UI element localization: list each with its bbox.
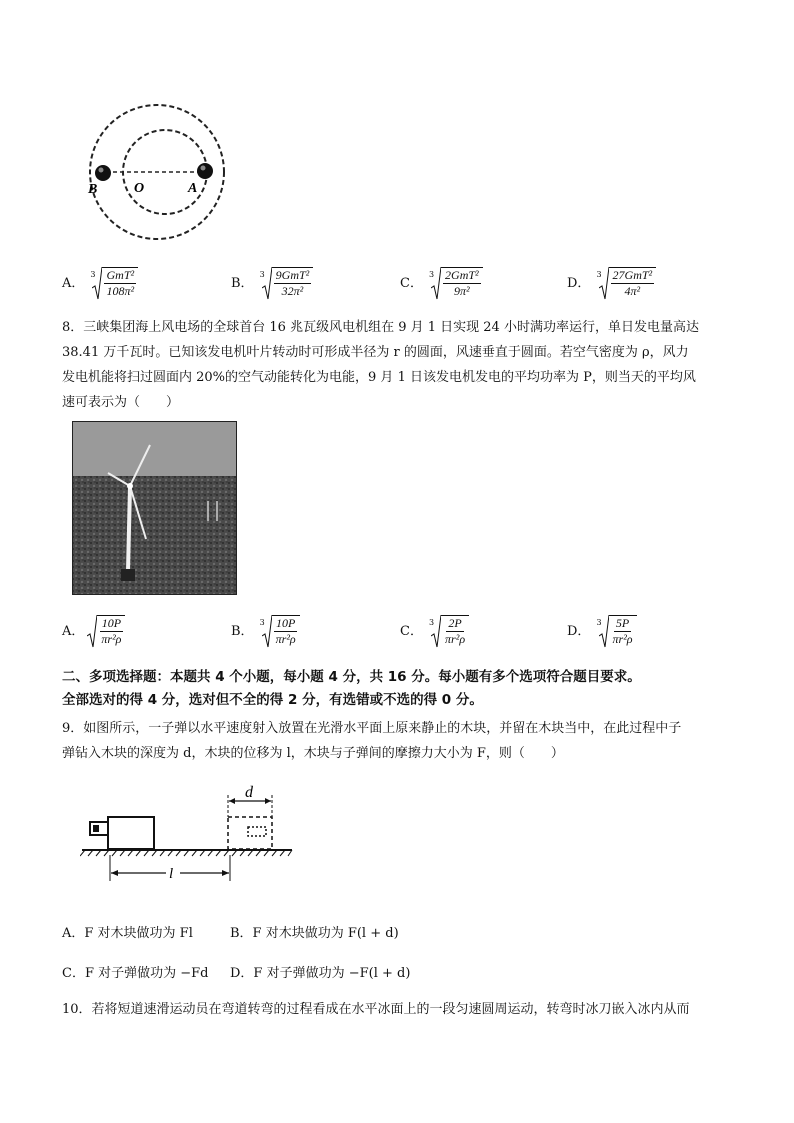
radical-index: 3 — [259, 618, 265, 627]
numerator: 27GmT² — [612, 267, 653, 282]
section-2-header: 二、多项选择题：本题共 4 个小题，每小题 4 分，共 16 分。每小题有多个选项符合题目要求。 全部选对的得 4 分，选对但不全的得 2 分，有选错或不选的得 0 分。 — [62, 669, 641, 708]
q7-option-d — [567, 266, 656, 300]
label-o: O — [134, 181, 145, 196]
radical-expression — [596, 266, 656, 300]
fraction — [609, 615, 637, 647]
option-letter: B． — [231, 275, 254, 291]
numerator: 10P — [101, 615, 122, 630]
radical-sign-icon — [428, 614, 441, 648]
q7-option-c — [400, 266, 483, 300]
fraction — [441, 267, 483, 299]
radical-expression — [90, 614, 125, 648]
q8-option-c — [400, 614, 469, 648]
denominator: 4π² — [624, 283, 641, 298]
option-letter: D． — [567, 623, 591, 639]
denominator: πr²ρ — [612, 631, 633, 646]
figure-label-l: l — [169, 866, 174, 882]
denominator: πr²ρ — [101, 631, 122, 646]
radical-sign-icon — [87, 614, 97, 648]
radical-expression — [596, 614, 636, 648]
q7-option-a — [62, 266, 138, 300]
fraction — [272, 267, 314, 299]
option-letter: C． — [400, 623, 423, 639]
denominator: 32π² — [281, 283, 304, 298]
q9-option-a: A．F 对木块做功为 Fl — [62, 926, 193, 941]
numerator: 10P — [276, 615, 296, 630]
radical-sign-icon — [428, 266, 441, 300]
label-a: A — [188, 181, 198, 196]
option-letter: A． — [62, 275, 85, 291]
radical-index: 3 — [428, 618, 435, 627]
denominator: πr²ρ — [445, 631, 466, 646]
fraction — [441, 615, 469, 647]
denominator: πr²ρ — [275, 631, 296, 646]
radical-expression — [429, 266, 483, 300]
option-letter: B． — [231, 623, 254, 639]
numerator: 2GmT² — [445, 267, 479, 282]
radical-expression — [90, 266, 138, 300]
q9-option-d: D．F 对子弹做功为 −F(l + d) — [230, 966, 411, 981]
radical-expression — [429, 614, 469, 648]
figure-label-d: d — [245, 785, 253, 801]
q8-stem: 8．三峡集团海上风电场的全球首台 16 兆瓦级风电机组在 9 月 1 日实现 24 小时满功率运行，单日发电量高达 38.41 万千瓦时。已知该发电机叶片转动时可形成半径为 r 的圆面，风速垂直于圆面。若空气密度为 ρ，风力 发电机能将扫过圆面内 20%的空气动能转化为电能，9 月 1 日该发电机发电的平均功率为 P，则当天的平均风 速可表示为（ ） — [62, 320, 699, 410]
option-letter: C． — [400, 275, 423, 291]
q8-option-a — [62, 614, 125, 648]
radical-sign-icon — [599, 266, 609, 300]
q9-stem: 9．如图所示，一子弹以水平速度射入放置在光滑水平面上原来静止的木块，并留在木块当中，在此过程中子 弹钻入木块的深度为 d，木块的位移为 l，木块与子弹间的摩擦力大小为 F，则（ ） — [62, 721, 682, 761]
denominator: 9π² — [454, 283, 470, 298]
option-letter: A． — [62, 623, 85, 639]
radical-sign-icon — [599, 614, 609, 648]
fraction — [609, 267, 657, 299]
planet-a — [197, 163, 213, 179]
numerator: 9GmT² — [275, 267, 310, 282]
radical-index: 3 — [596, 270, 602, 279]
denominator: 108π² — [106, 283, 135, 298]
radical-expression — [260, 614, 300, 648]
radical-sign-icon — [259, 266, 272, 300]
numerator: GmT² — [106, 267, 135, 282]
fraction — [102, 267, 138, 299]
radical-index: 3 — [428, 270, 435, 279]
radical-index: 3 — [596, 618, 602, 627]
wind-turbine-photo — [72, 421, 237, 595]
q8-option-b — [231, 614, 300, 648]
planet-b — [95, 165, 111, 181]
numerator: 2P — [448, 615, 462, 630]
q9-option-b: B．F 对木块做功为 F(l + d) — [230, 926, 399, 941]
radical-index: 3 — [259, 270, 265, 279]
orbit-figure — [70, 100, 240, 245]
option-letter: D． — [567, 275, 591, 291]
fraction — [272, 615, 300, 647]
fraction — [97, 615, 125, 647]
radical-sign-icon — [92, 266, 102, 300]
radical-expression — [260, 266, 314, 300]
q9-option-c: C．F 对子弹做功为 −Fd — [62, 966, 209, 981]
q8-option-d — [567, 614, 637, 648]
radical-sign-icon — [259, 614, 272, 648]
q7-option-b — [231, 266, 313, 300]
bullet-block-figure — [80, 785, 295, 885]
q10-stem: 10．若将短道速滑运动员在弯道转弯的过程看成在水平冰面上的一段匀速圆周运动，转弯时冰刀嵌入冰内从而 — [62, 1002, 690, 1017]
numerator: 5P — [615, 615, 630, 630]
radical-index: 3 — [90, 270, 96, 279]
label-b: B — [88, 182, 98, 197]
